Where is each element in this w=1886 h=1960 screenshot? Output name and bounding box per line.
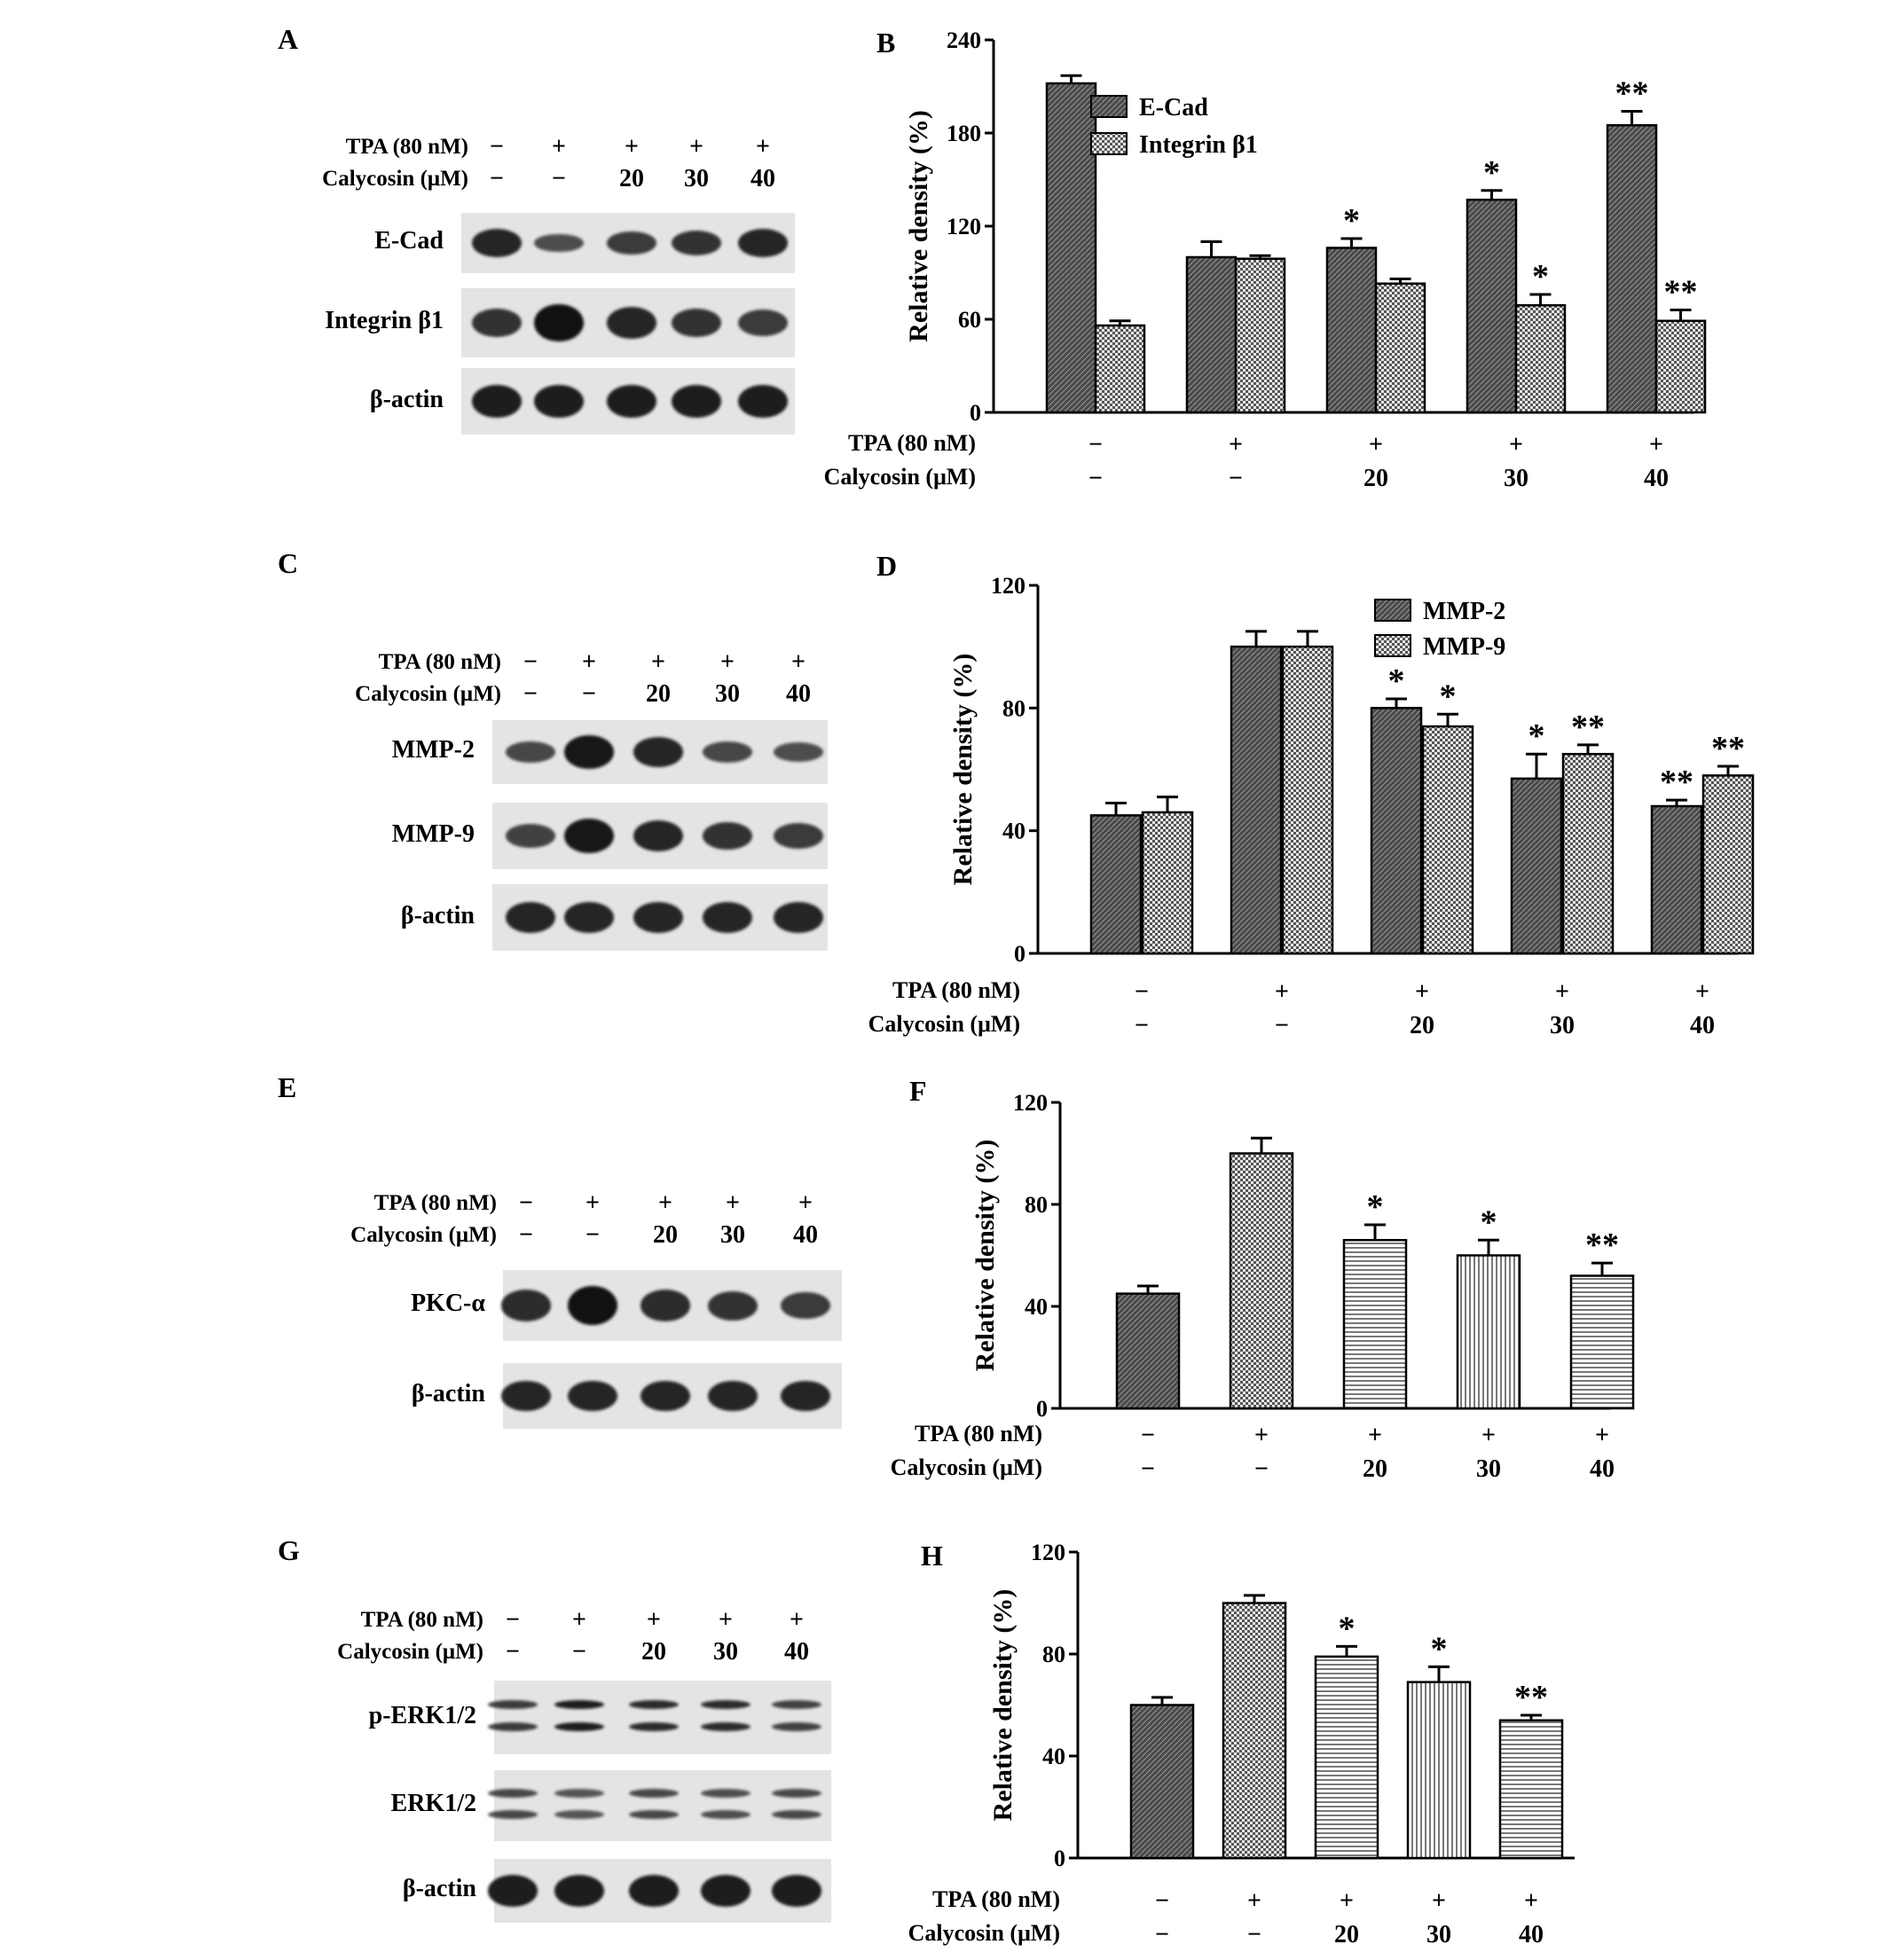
calycosin-condition-value: − <box>1275 1012 1289 1039</box>
tpa-condition-value: + <box>1695 978 1709 1006</box>
y-tick-label: 0 <box>970 400 981 426</box>
blot-band <box>772 1700 821 1709</box>
calycosin-condition-value: − <box>572 1638 586 1666</box>
bar <box>1231 647 1281 953</box>
blot-band <box>701 1722 750 1731</box>
y-tick-label: 80 <box>1025 1192 1048 1218</box>
tpa-condition-value: − <box>1088 431 1103 459</box>
bar <box>1516 305 1565 412</box>
tpa-condition-label: TPA (80 nM) <box>915 1421 1042 1446</box>
legend-swatch <box>1375 635 1411 656</box>
blot-strip <box>492 720 828 784</box>
tpa-condition-value: + <box>1649 431 1663 459</box>
bar <box>1563 754 1613 953</box>
tpa-condition-value: + <box>720 648 735 676</box>
panel-letter-e: E <box>278 1071 297 1103</box>
y-tick-label: 80 <box>1042 1642 1065 1667</box>
bar <box>1117 1294 1179 1408</box>
legend-swatch <box>1091 96 1127 117</box>
bar <box>1223 1603 1285 1859</box>
tpa-condition-label: TPA (80 nM) <box>892 977 1020 1003</box>
blot-band <box>772 1875 821 1907</box>
blot-band <box>488 1875 538 1907</box>
blot-band <box>703 902 752 933</box>
blot-band <box>501 1381 551 1412</box>
bar <box>1327 248 1376 413</box>
calycosin-condition-value: − <box>490 165 504 192</box>
blot-band <box>472 385 522 418</box>
y-axis-label: Relative density (%) <box>948 653 978 886</box>
blot-strip <box>492 884 828 951</box>
blot-row-label: p-ERK1/2 <box>368 1701 476 1729</box>
calycosin-condition-value: 20 <box>1410 1012 1434 1039</box>
blot-band <box>534 385 584 418</box>
calycosin-condition-value: 20 <box>653 1221 678 1249</box>
calycosin-condition-value: 40 <box>1590 1455 1615 1483</box>
bar <box>1652 806 1701 953</box>
blot-band <box>629 1789 679 1798</box>
calycosin-condition-label: Calycosin (μM) <box>908 1920 1060 1946</box>
blot-row-label: ERK1/2 <box>390 1790 476 1817</box>
blot-band <box>568 1381 617 1412</box>
tpa-condition-value: + <box>790 1606 804 1634</box>
tpa-condition-label: TPA (80 nM) <box>345 135 468 159</box>
tpa-condition-value: + <box>719 1606 733 1634</box>
panel-letter-a: A <box>278 23 299 55</box>
y-axis-label: Relative density (%) <box>988 1588 1018 1822</box>
significance-mark: * <box>1439 678 1457 716</box>
blot-band <box>568 1286 617 1325</box>
calycosin-condition-value: 30 <box>1476 1455 1501 1483</box>
blot-strip <box>461 288 795 357</box>
y-tick-label: 80 <box>1002 695 1026 722</box>
blot-band <box>781 1381 830 1412</box>
panel-letter-b: B <box>876 27 896 59</box>
tpa-condition-value: + <box>1509 431 1523 459</box>
significance-mark: * <box>1343 202 1360 239</box>
tpa-condition-value: + <box>756 133 770 161</box>
tpa-condition-value: + <box>1555 978 1569 1006</box>
tpa-condition-value: − <box>506 1606 520 1634</box>
bar <box>1131 1705 1193 1859</box>
calycosin-condition-label: Calycosin (μM) <box>868 1011 1020 1037</box>
tpa-condition-value: + <box>552 133 566 161</box>
tpa-condition-value: + <box>798 1189 813 1217</box>
blot-band <box>554 1810 604 1819</box>
bar <box>1458 1256 1520 1409</box>
blot-band <box>701 1810 750 1819</box>
calycosin-condition-value: 30 <box>1550 1012 1575 1039</box>
blot-row-label: β-actin <box>400 901 475 929</box>
bar <box>1236 259 1285 412</box>
calycosin-condition-value: 30 <box>720 1221 745 1249</box>
calycosin-condition-value: 40 <box>1690 1012 1715 1039</box>
bar <box>1143 812 1192 953</box>
tpa-condition-value: − <box>1155 1887 1169 1915</box>
legend-label: MMP-2 <box>1423 598 1506 625</box>
calycosin-condition-value: − <box>1155 1921 1169 1948</box>
blot-band <box>738 385 788 418</box>
blot-band <box>534 234 584 253</box>
blot-band <box>607 385 656 418</box>
blot-strip <box>461 213 795 273</box>
blot-band <box>701 1875 750 1907</box>
calycosin-condition-value: − <box>519 1221 533 1249</box>
legend-label: Integrin β1 <box>1139 131 1258 159</box>
blot-band <box>629 1722 679 1731</box>
blot-band <box>564 819 614 853</box>
significance-mark: ** <box>1660 764 1693 802</box>
calycosin-condition-value: 30 <box>684 165 709 192</box>
significance-mark: * <box>1338 1610 1356 1648</box>
blot-band <box>554 1789 604 1798</box>
y-tick-label: 120 <box>1013 1090 1048 1116</box>
blot-band <box>640 1290 690 1321</box>
blot-band <box>554 1722 604 1731</box>
calycosin-condition-value: − <box>552 165 566 192</box>
tpa-condition-value: − <box>1141 1422 1155 1449</box>
tpa-condition-value: + <box>1524 1887 1538 1915</box>
calycosin-condition-value: 40 <box>1644 465 1669 492</box>
blot-band <box>554 1700 604 1709</box>
bar <box>1371 708 1421 953</box>
bar <box>1607 125 1656 412</box>
calycosin-condition-label: Calycosin (μM) <box>337 1640 483 1664</box>
bar <box>1047 83 1096 412</box>
blot-band <box>701 1789 750 1798</box>
tpa-condition-value: + <box>791 648 805 676</box>
blot-band <box>703 822 752 850</box>
calycosin-condition-value: − <box>582 680 596 708</box>
bar <box>1408 1682 1470 1858</box>
blot-row-label: β-actin <box>369 385 444 413</box>
calycosin-condition-label: Calycosin (μM) <box>355 682 501 706</box>
calycosin-condition-value: − <box>1135 1012 1149 1039</box>
calycosin-condition-value: − <box>1247 1921 1261 1948</box>
calycosin-condition-value: 20 <box>619 165 644 192</box>
blot-band <box>488 1700 538 1709</box>
blot-band <box>708 1381 758 1412</box>
blot-band <box>640 1381 690 1412</box>
legend-label: E-Cad <box>1139 94 1208 122</box>
tpa-condition-value: + <box>572 1606 586 1634</box>
tpa-condition-value: − <box>519 1189 533 1217</box>
y-tick-label: 240 <box>947 27 981 53</box>
blot-band <box>629 1810 679 1819</box>
bar <box>1500 1721 1562 1858</box>
blot-row-label: β-actin <box>402 1875 476 1902</box>
significance-mark: * <box>1366 1188 1384 1226</box>
blot-row-label: MMP-2 <box>391 736 475 764</box>
calycosin-condition-value: 20 <box>1334 1921 1359 1948</box>
blot-row-label: PKC-α <box>410 1290 485 1317</box>
blot-band <box>772 1810 821 1819</box>
tpa-condition-label: TPA (80 nM) <box>360 1608 483 1632</box>
calycosin-condition-value: 40 <box>1519 1921 1544 1948</box>
tpa-condition-value: + <box>1247 1887 1261 1915</box>
tpa-condition-value: + <box>1340 1887 1354 1915</box>
tpa-condition-value: + <box>1415 978 1429 1006</box>
blot-row-label: MMP-9 <box>391 819 475 848</box>
blot-band <box>506 824 555 848</box>
blot-band <box>488 1789 538 1798</box>
bar <box>1703 775 1753 953</box>
tpa-condition-value: + <box>1254 1422 1269 1449</box>
chart-d <box>868 550 1756 1047</box>
tpa-condition-value: + <box>1275 978 1289 1006</box>
bar <box>1283 647 1332 953</box>
tpa-condition-label: TPA (80 nM) <box>373 1191 497 1215</box>
blot-band <box>554 1875 604 1907</box>
tpa-condition-value: + <box>585 1189 600 1217</box>
blot-band <box>672 231 721 255</box>
significance-mark: * <box>1528 717 1545 756</box>
significance-mark: * <box>1387 662 1405 700</box>
blot-band <box>774 902 823 933</box>
blot-band <box>672 385 721 418</box>
bar <box>1467 200 1516 412</box>
y-tick-label: 120 <box>991 573 1026 599</box>
calycosin-condition-value: − <box>523 680 538 708</box>
significance-mark: ** <box>1571 708 1605 746</box>
tpa-condition-value: + <box>689 133 703 161</box>
significance-mark: ** <box>1615 74 1649 113</box>
calycosin-condition-label: Calycosin (μM) <box>350 1223 497 1247</box>
tpa-condition-value: + <box>658 1189 672 1217</box>
calycosin-condition-value: 20 <box>1363 1455 1387 1483</box>
tpa-condition-value: + <box>651 648 665 676</box>
panel-letter-c: C <box>278 547 299 579</box>
blot-band <box>607 231 656 255</box>
blot-band <box>506 902 555 933</box>
panel-letter-g: G <box>278 1534 300 1566</box>
calycosin-condition-value: − <box>585 1221 600 1249</box>
blot-strip <box>492 803 828 869</box>
y-tick-label: 0 <box>1054 1846 1065 1871</box>
y-tick-label: 120 <box>1031 1540 1065 1565</box>
bar <box>1230 1154 1293 1409</box>
calycosin-condition-value: 40 <box>793 1221 818 1249</box>
blot-band <box>774 823 823 849</box>
tpa-condition-value: − <box>523 648 538 676</box>
blot-band <box>772 1789 821 1798</box>
blot-strip <box>494 1770 831 1841</box>
tpa-condition-value: + <box>726 1189 740 1217</box>
blot-row-label: β-actin <box>411 1380 485 1407</box>
bar <box>1571 1276 1633 1409</box>
blot-band <box>607 307 656 339</box>
y-tick-label: 120 <box>947 214 981 239</box>
y-axis-label: Relative density (%) <box>971 1139 1000 1372</box>
significance-mark: ** <box>1663 273 1698 311</box>
significance-mark: * <box>1532 258 1549 295</box>
calycosin-condition-value: 20 <box>646 680 671 708</box>
bar <box>1096 325 1144 412</box>
blot-row-label: E-Cad <box>374 227 444 255</box>
significance-mark: * <box>1480 1203 1497 1242</box>
blot-band <box>564 902 614 933</box>
blot-band <box>633 820 683 851</box>
bar <box>1512 779 1561 953</box>
blot-strip <box>461 368 795 435</box>
calycosin-condition-value: 30 <box>715 680 740 708</box>
tpa-condition-value: + <box>1595 1422 1609 1449</box>
blot-band <box>781 1292 830 1320</box>
blot-strip <box>503 1270 842 1341</box>
significance-mark: * <box>1483 153 1500 192</box>
blot-band <box>701 1700 750 1709</box>
blot-band <box>672 309 721 337</box>
panel-letter-d: D <box>876 550 898 582</box>
tpa-condition-value: + <box>1369 431 1383 459</box>
significance-mark: * <box>1430 1630 1448 1668</box>
significance-mark: ** <box>1585 1227 1619 1265</box>
blot-band <box>488 1722 538 1731</box>
panel-letter-h: H <box>921 1540 943 1572</box>
chart-h <box>908 1534 1615 1960</box>
tpa-condition-value: + <box>1481 1422 1496 1449</box>
blot-strip <box>494 1859 831 1923</box>
bar <box>1344 1240 1406 1408</box>
tpa-condition-value: + <box>1229 431 1243 459</box>
y-axis-label: Relative density (%) <box>904 110 933 342</box>
y-tick-label: 40 <box>1002 818 1026 844</box>
calycosin-condition-value: − <box>1141 1455 1155 1483</box>
calycosin-condition-value: − <box>506 1638 520 1666</box>
bar <box>1423 726 1473 953</box>
panel-letter-f: F <box>909 1075 927 1107</box>
blot-band <box>534 304 584 342</box>
tpa-condition-value: − <box>490 133 504 161</box>
tpa-condition-value: − <box>1135 978 1149 1006</box>
blot-band <box>708 1291 758 1321</box>
calycosin-condition-value: − <box>1088 465 1103 492</box>
calycosin-condition-value: 30 <box>1426 1921 1451 1948</box>
blot-band <box>501 1290 551 1321</box>
calycosin-condition-value: 30 <box>713 1638 738 1666</box>
calycosin-condition-value: 20 <box>1363 465 1388 492</box>
calycosin-condition-value: 40 <box>750 165 775 192</box>
significance-mark: ** <box>1711 730 1745 768</box>
calycosin-condition-value: − <box>1254 1455 1269 1483</box>
blot-band <box>564 735 614 769</box>
significance-mark: ** <box>1514 1679 1548 1716</box>
calycosin-condition-value: 30 <box>1504 465 1528 492</box>
tpa-condition-value: + <box>1368 1422 1382 1449</box>
blot-band <box>488 1810 538 1819</box>
calycosin-condition-value: 20 <box>641 1638 666 1666</box>
tpa-condition-value: + <box>647 1606 661 1634</box>
legend-label: MMP-9 <box>1423 633 1506 661</box>
chart-f <box>890 1078 1641 1503</box>
blot-band <box>472 309 522 337</box>
tpa-condition-label: TPA (80 nM) <box>932 1886 1060 1912</box>
calycosin-condition-label: Calycosin (μM) <box>823 464 976 490</box>
bar <box>1376 284 1425 412</box>
calycosin-condition-label: Calycosin (μM) <box>890 1454 1042 1480</box>
chart-b <box>823 18 1739 501</box>
tpa-condition-value: + <box>1432 1887 1446 1915</box>
blot-strip <box>494 1681 831 1754</box>
bar <box>1187 257 1236 412</box>
blot-band <box>703 741 752 763</box>
calycosin-condition-value: − <box>1229 465 1243 492</box>
tpa-condition-label: TPA (80 nM) <box>848 430 976 456</box>
blot-band <box>738 310 788 336</box>
blot-band <box>772 1722 821 1731</box>
blot-band <box>633 737 683 767</box>
bar <box>1316 1657 1378 1858</box>
y-tick-label: 0 <box>1036 1396 1048 1422</box>
calycosin-condition-value: 40 <box>784 1638 809 1666</box>
y-tick-label: 40 <box>1025 1294 1048 1320</box>
blot-band <box>738 229 788 257</box>
blot-band <box>506 741 555 763</box>
blot-band <box>633 902 683 933</box>
bar <box>1656 321 1705 412</box>
y-tick-label: 40 <box>1042 1744 1065 1769</box>
blot-band <box>472 229 522 257</box>
y-tick-label: 0 <box>1014 941 1026 967</box>
y-tick-label: 60 <box>958 307 981 333</box>
y-tick-label: 180 <box>947 121 981 146</box>
blot-strip <box>503 1363 842 1429</box>
legend-swatch <box>1375 600 1411 621</box>
blot-row-label: Integrin β1 <box>325 307 444 334</box>
blot-band <box>629 1700 679 1709</box>
legend-swatch <box>1091 133 1127 154</box>
blot-band <box>774 742 823 762</box>
calycosin-condition-value: 40 <box>786 680 811 708</box>
bar <box>1091 815 1141 953</box>
calycosin-condition-label: Calycosin (μM) <box>322 167 468 191</box>
tpa-condition-value: + <box>582 648 596 676</box>
tpa-condition-label: TPA (80 nM) <box>378 650 501 674</box>
tpa-condition-value: + <box>625 133 639 161</box>
blot-band <box>629 1875 679 1907</box>
